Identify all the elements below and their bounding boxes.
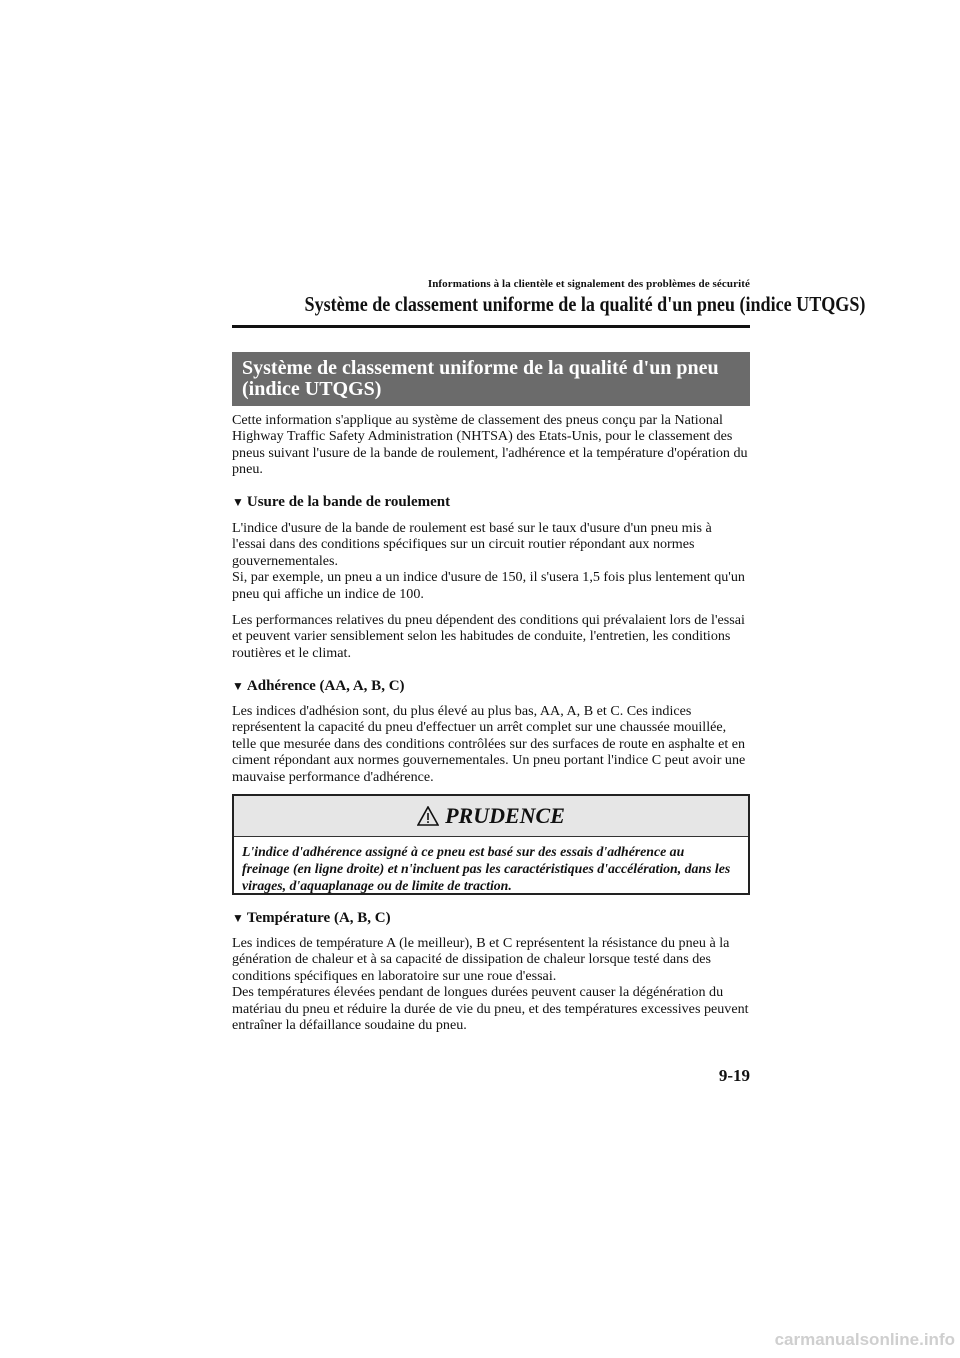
paragraph-line: Les indices de température A (le meilleur), B et C représentent la résistance du pneu à la xyxy=(232,935,730,951)
paragraph-line: représentent la capacité du pneu d'effectuer un arrêt complet sur une chaussée mouillée, xyxy=(232,719,727,736)
paragraph-line: Les indices d'adhésion sont, du plus élevé au plus bas, AA, A, B et C. Ces indices xyxy=(232,703,692,719)
section-title-banner xyxy=(232,352,750,406)
running-header-supertitle: Informations à la clientèle et signalement des problèmes de sécurité xyxy=(427,278,750,290)
intro-line: pneus suivant l'usure de la bande de roulement, l'adhérence et la température d'opération du xyxy=(232,444,748,461)
paragraph-line: mauvaise performance d'adhérence. xyxy=(232,768,434,785)
paragraph-line: Des températures élevées pendant de longues durées peuvent causer la dégénération du xyxy=(232,984,724,1001)
intro-paragraph xyxy=(232,412,750,478)
paragraph-line: entraîner la défaillance soudaine du pneu. xyxy=(232,1017,467,1034)
paragraph-line: l'essai dans des conditions spécifiques sur un circuit routier répondant aux normes xyxy=(232,536,695,553)
traction-heading-text: Adhérence (AA, A, B, C) xyxy=(246,678,405,694)
paragraph-line: gouvernementales. xyxy=(232,552,339,569)
caution-box xyxy=(232,794,750,895)
paragraph-line: telle que mesurée dans des conditions contrôlées sur des surfaces de route en asphalte et en xyxy=(232,735,746,752)
treadwear-paragraph-2 xyxy=(232,612,750,661)
treadwear-paragraph-1 xyxy=(232,520,750,602)
paragraph-line: génération de chaleur et à sa capacité de dissipation de chaleur lorsque testé dans des xyxy=(232,951,711,968)
section-title-line-1: Système de classement uniforme de la qualité d'un pneu xyxy=(242,357,719,379)
treadwear-heading xyxy=(232,494,750,511)
watermark: carmanualsonline.info xyxy=(774,1330,955,1349)
warning-triangle-icon xyxy=(417,806,439,826)
paragraph-line: conditions spécifiques en laboratoire sur une roue d'essai. xyxy=(232,967,557,984)
paragraph-line: Si, par exemple, un pneu a un indice d'usure de 150, il s'usera 1,5 fois plus lentement qu'un xyxy=(232,569,745,586)
traction-heading xyxy=(232,678,750,695)
triangle-bullet-icon: ▼ xyxy=(232,911,244,925)
running-header-title: Système de classement uniforme de la qualité d'un pneu (indice UTQGS) xyxy=(304,292,866,316)
page-number: 9-19 xyxy=(718,1066,750,1085)
temperature-heading xyxy=(232,910,750,927)
caution-header xyxy=(234,796,748,837)
paragraph-line: et peuvent varier sensiblement selon les habitudes de conduite, l'entretien, les conditions xyxy=(232,628,731,645)
caution-line: virages, d'aquaplanage ou de limite de traction. xyxy=(242,878,512,893)
treadwear-heading-text: Usure de la bande de roulement xyxy=(246,494,451,510)
temperature-paragraph xyxy=(232,935,750,1033)
traction-paragraph xyxy=(232,703,750,785)
header-divider xyxy=(232,325,750,328)
section-title-line-2: (indice UTQGS) xyxy=(242,378,382,400)
paragraph-line: pneu qui affiche un indice de 100. xyxy=(232,585,424,602)
caution-text xyxy=(234,837,748,894)
intro-line: Cette information s'applique au système de classement des pneus conçu par la National xyxy=(232,412,723,428)
intro-line: Highway Traffic Safety Administration (NHTSA) des Etats-Unis, pour le classement des xyxy=(232,428,733,445)
caution-line: freinage (en ligne droite) et n'incluent pas les caractéristiques d'accélération, dans les xyxy=(242,861,731,876)
paragraph-line: routières et le climat. xyxy=(232,644,351,661)
paragraph-line: matériau du pneu et réduire la durée de vie du pneu, et des températures excessives peuvent xyxy=(232,1000,749,1017)
caution-line: L'indice d'adhérence assigné à ce pneu est basé sur des essais d'adhérence au xyxy=(242,844,685,859)
caution-label: PRUDENCE xyxy=(445,803,565,828)
paragraph-line: L'indice d'usure de la bande de roulement est basé sur le taux d'usure d'un pneu mis à xyxy=(232,520,712,536)
triangle-bullet-icon: ▼ xyxy=(232,679,244,693)
intro-line: pneu. xyxy=(232,461,263,478)
triangle-bullet-icon: ▼ xyxy=(232,495,244,509)
paragraph-line: ciment répondant aux normes gouvernementales. Un pneu portant l'indice C peut avoir une xyxy=(232,752,746,769)
paragraph-line: Les performances relatives du pneu dépendent des conditions qui prévalaient lors de l'essai xyxy=(232,612,745,628)
temperature-heading-text: Température (A, B, C) xyxy=(246,910,391,926)
